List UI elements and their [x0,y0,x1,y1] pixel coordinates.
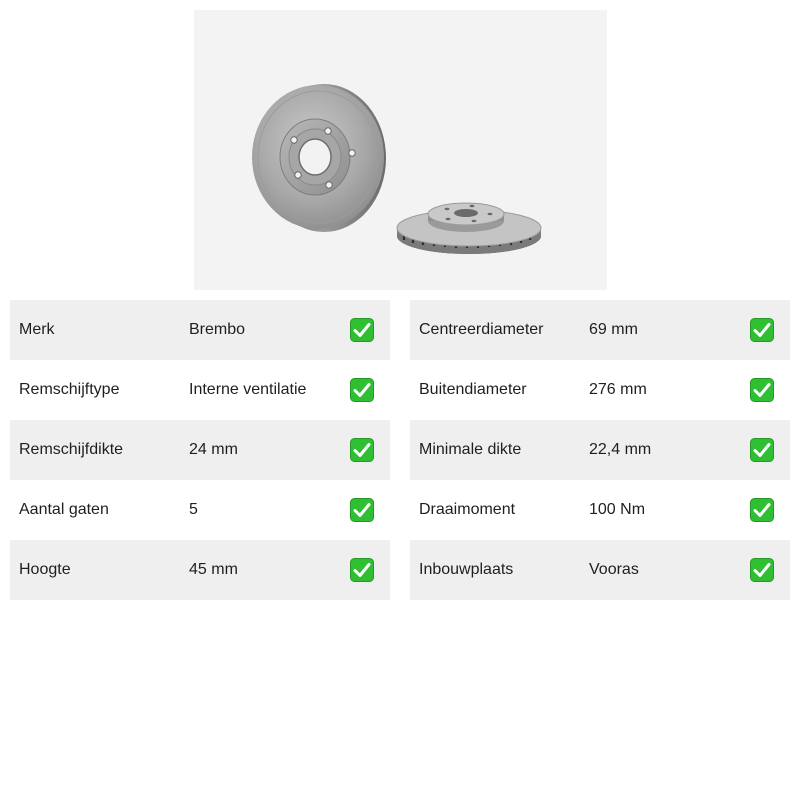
spec-value: Vooras [589,561,639,578]
spec-row [10,300,390,360]
spec-row [410,480,790,540]
spec-value: 24 mm [189,441,238,458]
check-icon [350,318,374,342]
spec-row [10,360,390,420]
spec-label: Aantal gaten [19,501,109,518]
spec-label: Centreerdiameter [419,321,544,338]
spec-label: Minimale dikte [419,441,522,458]
spec-value: 276 mm [589,381,647,398]
spec-label: Remschijftype [19,381,120,398]
spec-row [410,360,790,420]
check-icon [350,498,374,522]
spec-row [410,420,790,480]
spec-row [410,540,790,600]
spec-row [410,300,790,360]
spec-value: 22,4 mm [589,441,652,458]
check-icon [350,438,374,462]
check-icon [750,318,774,342]
spec-value: 45 mm [189,561,238,578]
spec-row [10,540,390,600]
brake-disc-image [194,10,607,290]
flat-disc [397,203,541,254]
spec-table-right [410,300,790,600]
spec-label: Hoogte [19,561,71,578]
spec-row [10,480,390,540]
check-icon [750,378,774,402]
check-icon [750,438,774,462]
standing-disc [252,84,386,232]
spec-label: Inbouwplaats [419,561,514,578]
check-icon [350,378,374,402]
spec-label: Buitendiameter [419,381,527,398]
spec-label: Merk [19,321,55,338]
check-icon [350,558,374,582]
spec-label: Remschijfdikte [19,441,124,458]
check-icon [750,558,774,582]
spec-value: Brembo [189,321,246,338]
spec-table-left [10,300,390,600]
spec-value: 5 [189,501,198,518]
check-icon [750,498,774,522]
spec-row [10,420,390,480]
spec-label: Draaimoment [419,501,516,518]
spec-value: 69 mm [589,321,638,338]
spec-value: Interne ventilatie [189,381,307,398]
spec-value: 100 Nm [589,501,646,518]
